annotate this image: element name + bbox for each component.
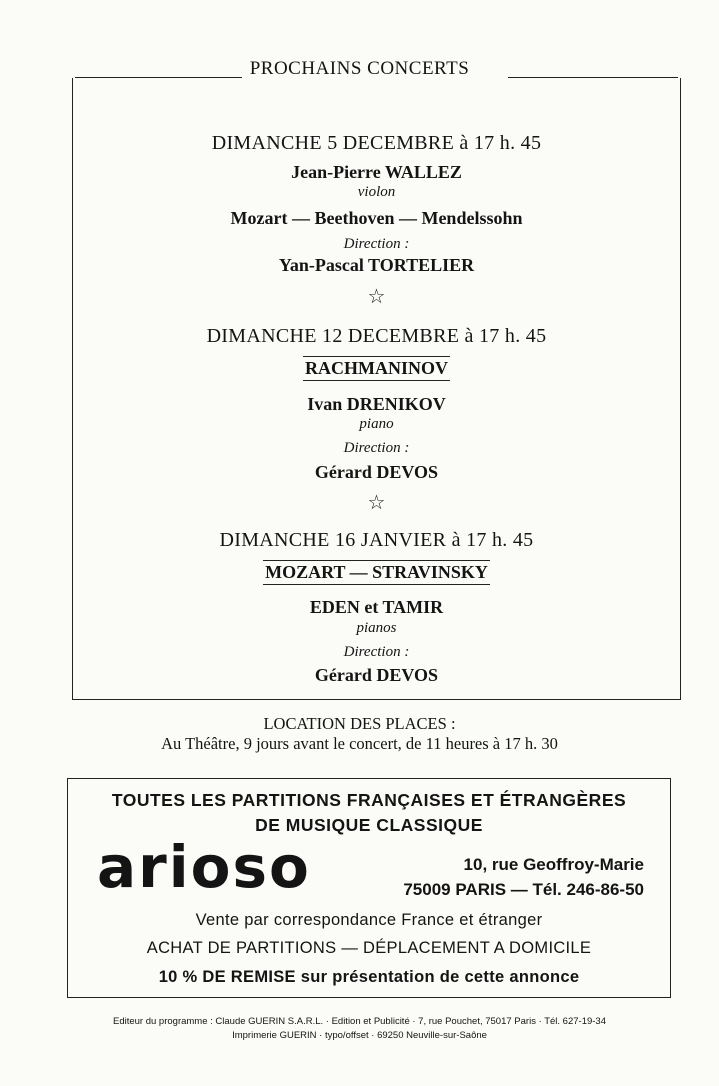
location-details: Au Théâtre, 9 jours avant le concert, de 11 heures à 17 h. 30: [161, 734, 558, 753]
concert-1-date: DIMANCHE 5 DECEMBRE à 17 h. 45: [211, 132, 542, 154]
concert-3-date: DIMANCHE 16 JANVIER à 17 h. 45: [219, 529, 534, 551]
concert-3-direction-label: Direction :: [343, 644, 410, 660]
concert-1-soloist: Jean-Pierre WALLEZ: [291, 162, 462, 182]
concert-2-conductor: Gérard DEVOS: [314, 462, 439, 482]
concert-3-program: [72, 560, 681, 585]
concert-1-program: Mozart — Beethoven — Mendelssohn: [230, 208, 523, 228]
advert-line-discount: 10 % DE REMISE sur présentation de cette annonce: [158, 968, 580, 986]
concert-1-conductor: Yan-Pascal TORTELIER: [278, 255, 475, 275]
concert-3-program-text: MOZART — STRAVINSKY: [263, 560, 490, 585]
advert-line-mail-order: Vente par correspondance France et étranger: [195, 911, 543, 929]
advert-headline-1: TOUTES LES PARTITIONS FRANÇAISES ET ÉTRANGÈRES: [111, 790, 627, 810]
concert-2-instrument: piano: [359, 416, 394, 432]
concert-1-direction-label: Direction :: [343, 236, 410, 252]
concert-1-instrument: violon: [357, 184, 396, 200]
concert-2-program: [72, 356, 681, 381]
footer-printer: Imprimerie GUERIN · typo/offset · 69250 Neuville-sur-Saône: [232, 1030, 487, 1041]
footer-publisher: Editeur du programme : Claude GUERIN S.A.R.L. · Edition et Publicité · 7, rue Pouchet, 75017 Paris · Tél. 627-19-34: [112, 1016, 606, 1027]
concert-2-soloist: Ivan DRENIKOV: [307, 394, 446, 414]
advert-address-city: 75009 PARIS — Tél. 246-86-50: [403, 880, 644, 899]
page-title: PROCHAINS CONCERTS: [249, 58, 470, 79]
concert-2-date: DIMANCHE 12 DECEMBRE à 17 h. 45: [206, 325, 547, 347]
concert-3-instrument: pianos: [356, 620, 397, 636]
concert-2-direction-label: Direction :: [343, 440, 410, 456]
star-separator-icon: ☆: [367, 286, 386, 308]
advert-headline-2: DE MUSIQUE CLASSIQUE: [255, 815, 483, 835]
arioso-logo: arioso: [97, 833, 311, 901]
star-separator-icon: ☆: [367, 492, 386, 514]
location-title: LOCATION DES PLACES :: [263, 714, 456, 733]
concert-3-conductor: Gérard DEVOS: [314, 665, 439, 685]
advert-line-purchase: ACHAT DE PARTITIONS — DÉPLACEMENT A DOMICILE: [146, 939, 592, 957]
concert-2-program-text: RACHMANINOV: [303, 356, 450, 381]
advert-address-street: 10, rue Geoffroy-Marie: [463, 855, 644, 874]
concert-3-soloist: EDEN et TAMIR: [309, 597, 444, 617]
